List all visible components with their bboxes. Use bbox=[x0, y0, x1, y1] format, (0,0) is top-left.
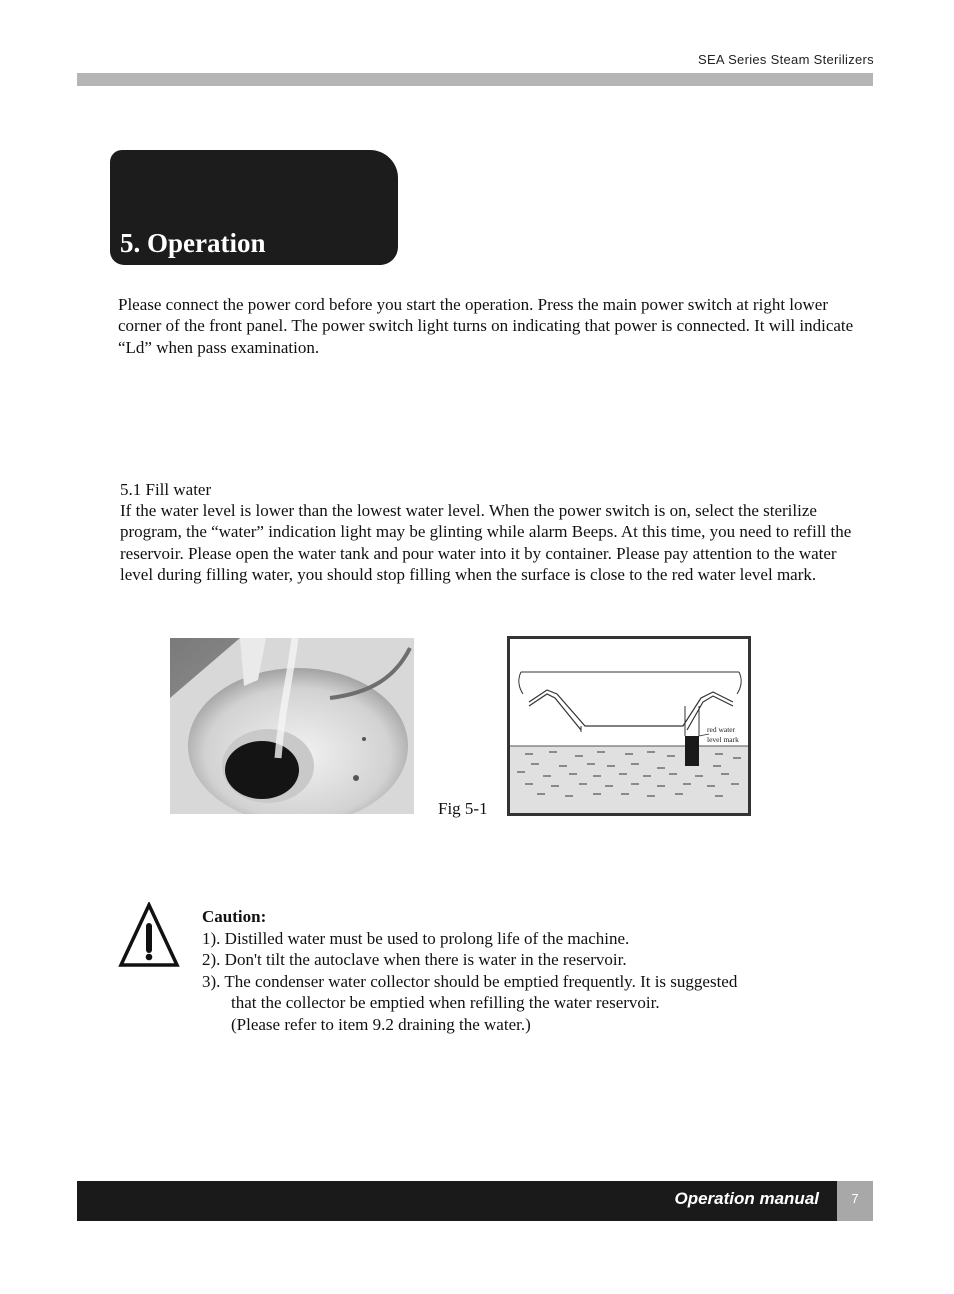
fill-water-paragraph: If the water level is lower than the lowest water level. When the power switch is on, select the sterilize program, the “water” indication light may be glinting while alarm Beeps. At this time, you need to refill the reservoir. Please open the water tank and pour water into it by container. Please pay attention to the water level during filling water, you should stop filling when the surface is close to the red water level mark. bbox=[120, 501, 852, 584]
reservoir-water-level-diagram bbox=[507, 636, 751, 816]
water-filling-photo bbox=[170, 638, 414, 814]
page-number: 7 bbox=[837, 1181, 873, 1221]
intro-paragraph: Please connect the power cord before you start the operation. Press the main power switch at right lower corner of the front panel. The power switch light turns on indicating that power is connected. It will indicate “Ld” when pass examination. bbox=[118, 295, 854, 357]
caution-block bbox=[202, 906, 862, 1035]
caution-item-3-note: (Please refer to item 9.2 draining the water.) bbox=[231, 1014, 531, 1034]
caution-item-1: 1). Distilled water must be used to prolong life of the machine. bbox=[202, 928, 630, 948]
figure-label: Fig 5-1 bbox=[438, 799, 488, 818]
caution-item-2: 2). Don't tilt the autoclave when there is water in the reservoir. bbox=[202, 950, 627, 969]
footer-label: Operation manual bbox=[674, 1189, 819, 1208]
caution-item-3: 3). The condenser water collector should be emptied frequently. It is suggested bbox=[202, 971, 738, 991]
caution-title: Caution: bbox=[202, 907, 267, 926]
warning-triangle-icon bbox=[118, 902, 180, 968]
section-heading-tab bbox=[110, 150, 398, 265]
red-water-label-line1: red water bbox=[707, 725, 736, 734]
red-water-label-line2: level mark bbox=[707, 735, 739, 744]
footer-bar bbox=[77, 1181, 837, 1221]
document-header-title: SEA Series Steam Sterilizers bbox=[697, 52, 874, 67]
header-divider bbox=[77, 73, 873, 86]
section-title: 5. Operation bbox=[120, 228, 266, 258]
caution-item-3-continued: that the collector be emptied when refilling the water reservoir. bbox=[231, 993, 660, 1012]
subsection-heading: 5.1 Fill water bbox=[120, 480, 212, 499]
